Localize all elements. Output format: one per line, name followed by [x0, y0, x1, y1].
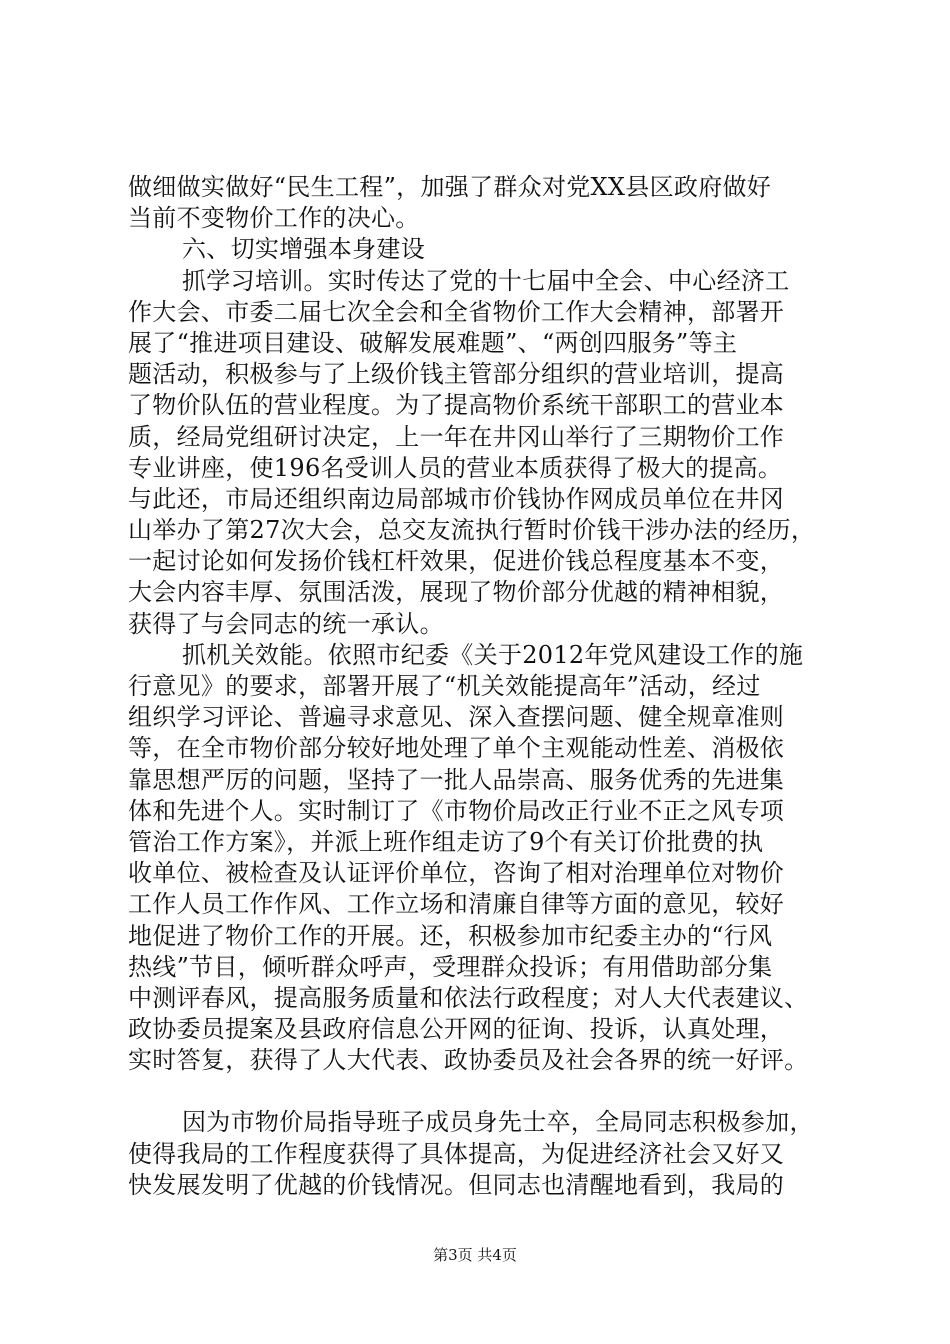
text-line: 获得了与会同志的统一承认。 [128, 609, 444, 638]
text-line: 题活动，积极参与了上级价钱主管部分组织的营业培训，提高 [128, 360, 785, 389]
text-line: 组织学习评论、普遍寻求意见、深入查摆问题、健全规章准则 [128, 703, 785, 732]
text-line: 行意见》的要求，部署开展了“机关效能提高年”活动，经过 [128, 672, 761, 700]
text-line: 实时答复，获得了人大代表、政协委员及社会各界的统一好评。 [128, 1046, 809, 1075]
text-line: 做细做实做好“民生工程”，加强了群众对党XX县区政府做好 [128, 173, 772, 201]
text-line: 与此还，市局还组织南边局部城市价钱协作网成员单位在井冈 [128, 484, 785, 513]
section-heading [128, 234, 828, 265]
text-line: 当前不变物价工作的决心。 [128, 204, 420, 233]
text-line: 靠思想严厉的问题，坚持了一批人品崇高、服务优秀的先进集 [128, 765, 785, 794]
text-line: 管治工作方案》，并派上班作组走访了9个有关订价批费的执 [128, 827, 764, 856]
text-line: 使得我局的工作程度获得了具体提高，为促进经济社会又好又 [128, 1139, 785, 1168]
section-heading-text: 六、切实增强本身建设 [182, 235, 425, 264]
text-line: 快发展发明了优越的价钱情况。但同志也清醒地看到，我局的 [128, 1170, 785, 1199]
paragraph-summary [128, 1107, 828, 1201]
text-line: 展了“推进项目建设、破解发展难题”、“两创四服务”等主 [128, 328, 738, 357]
text-line: 质，经局党组研讨决定，上一年在井冈山举行了三期物价工作 [128, 422, 785, 451]
text-line: 收单位、被检查及认证评价单位，咨询了相对治理单位对物价 [128, 859, 785, 888]
text-line: 专业讲座，使196名受训人员的营业本质获得了极大的提高。 [128, 453, 783, 482]
text-line: 地促进了物价工作的开展。还，积极参加市纪委主办的“行风 [128, 921, 773, 950]
text-line: 中测评春风，提高服务质量和依法行政程度；对人大代表建议、 [128, 983, 809, 1012]
paragraph-gap [128, 1076, 828, 1107]
text-line: 政协委员提案及县政府信息公开网的征询、投诉，认真处理， [128, 1015, 785, 1044]
text-line: 了物价队伍的营业程度。为了提高物价系统干部职工的营业本 [128, 391, 785, 420]
page-number-footer: 第3页 共4页 [433, 1246, 517, 1264]
paragraph-agency-efficiency [128, 640, 828, 1077]
paragraph-minsheng [128, 172, 828, 234]
text-line: 大会内容丰厚、氛围活泼，展现了物价部分优越的精神相貌， [128, 578, 785, 607]
paragraph-study-training [128, 266, 828, 640]
text-line: 一起讨论如何发扬价钱杠杆效果，促进价钱总程度基本不变， [128, 547, 785, 576]
text-line: 热线”节目，倾听群众呼声，受理群众投诉；有用借助部分集 [128, 952, 773, 981]
text-line: 作大会、市委二届七次全会和全省物价工作大会精神，部署开 [128, 297, 785, 326]
text-line: 因为市物价局指导班子成员身先士卒，全局同志积极参加， [182, 1108, 814, 1137]
text-line: 山举办了第27次大会，总交友流执行暂时价钱干涉办法的经历， [128, 516, 816, 545]
text-line: 抓机关效能。依照市纪委《关于2012年党风建设工作的施 [182, 640, 804, 669]
text-line: 抓学习培训。实时传达了党的十七届中全会、中心经济工 [182, 266, 790, 295]
text-line: 工作人员工作作风、工作立场和清廉自律等方面的意见，较好 [128, 890, 785, 919]
text-line: 体和先进个人。实时制订了《市物价局改正行业不正之风专项 [128, 796, 785, 825]
document-body [128, 172, 828, 1201]
text-line: 等，在全市物价部分较好地处理了单个主观能动性差、消极依 [128, 734, 785, 763]
